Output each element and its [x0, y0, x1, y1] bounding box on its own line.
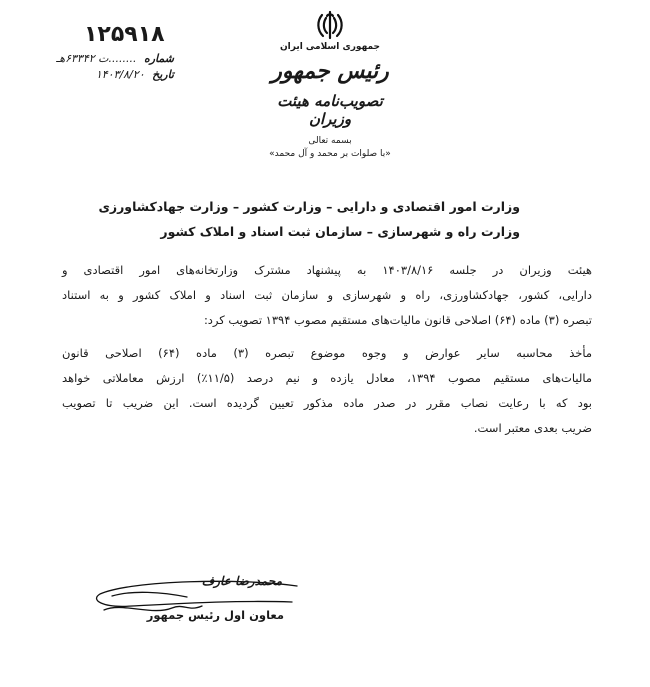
body-line: مأخذ محاسبه سایر عوارض و وجوه موضوع تبصره (۳) ماده (۶۴) اصلاحی قانون — [62, 346, 593, 360]
date-row — [96, 68, 174, 81]
letterhead — [255, 8, 405, 159]
salawat-text: «با صلوات بر محمد و آل محمد» — [269, 149, 391, 159]
body-line: دارایی، کشور، جهادکشاورزی، راه و شهرسازی و سازمان ثبت اسناد و املاک کشور و به استناد — [62, 288, 592, 302]
signature-block — [92, 572, 312, 632]
reference-value: ........ت ۶۳۳۴۲هـ — [56, 52, 137, 65]
body-line: تبصره (۳) ماده (۶۴) اصلاحی قانون مالیات‌های مستقیم مصوب ۱۳۹۴ تصویب کرد: — [203, 313, 592, 327]
invocation-text: بسمه تعالی — [308, 136, 352, 146]
body-line: ضریب بعدی معتبر است. — [473, 421, 592, 435]
signatory-name: محمدرضا عارف — [201, 574, 282, 588]
decree-body — [62, 258, 592, 441]
date-label: تاریخ — [152, 68, 174, 81]
body-line: بود که با رعایت نصاب مقرر در صدر ماده مذکور تعیین گردیده است. این ضریب تا تصویب — [62, 396, 592, 410]
body-line: مالیات‌های مستقیم مصوب ۱۳۹۴، معادل یازده و نیم درصد (۱۱/۵٪) ارزش معاملاتی خواهد — [62, 371, 592, 385]
signatory-title: معاون اول رئیس جمهور — [146, 608, 284, 622]
reference-label: شماره — [143, 52, 174, 65]
president-title: رئیس جمهور — [271, 58, 389, 84]
republic-label: جمهوری اسلامی ایران — [279, 42, 381, 52]
body-line: هیئت وزیران در جلسه ۱۴۰۳/۸/۱۶ به پیشنهاد مشترک وزارتخانه‌های امور اقتصادی و — [62, 263, 592, 277]
approval-title: تصویب‌نامه هیئت وزیران — [277, 92, 383, 128]
paragraph-1 — [62, 258, 592, 333]
date-value: ۱۴۰۳/۸/۲۰ — [95, 68, 145, 81]
addressee-line-1: وزارت امور اقتصادی و دارایی – وزارت کشور – وزارت جهادکشاورزی — [98, 199, 520, 214]
addressee-line-2: وزارت راه و شهرسازی – سازمان ثبت اسناد و املاک کشور — [160, 224, 520, 239]
paragraph-2 — [62, 341, 592, 441]
iran-emblem-icon — [313, 8, 347, 42]
reference-row — [56, 52, 174, 65]
decree-number: ۱۲۵۹۱۸ — [84, 22, 165, 47]
